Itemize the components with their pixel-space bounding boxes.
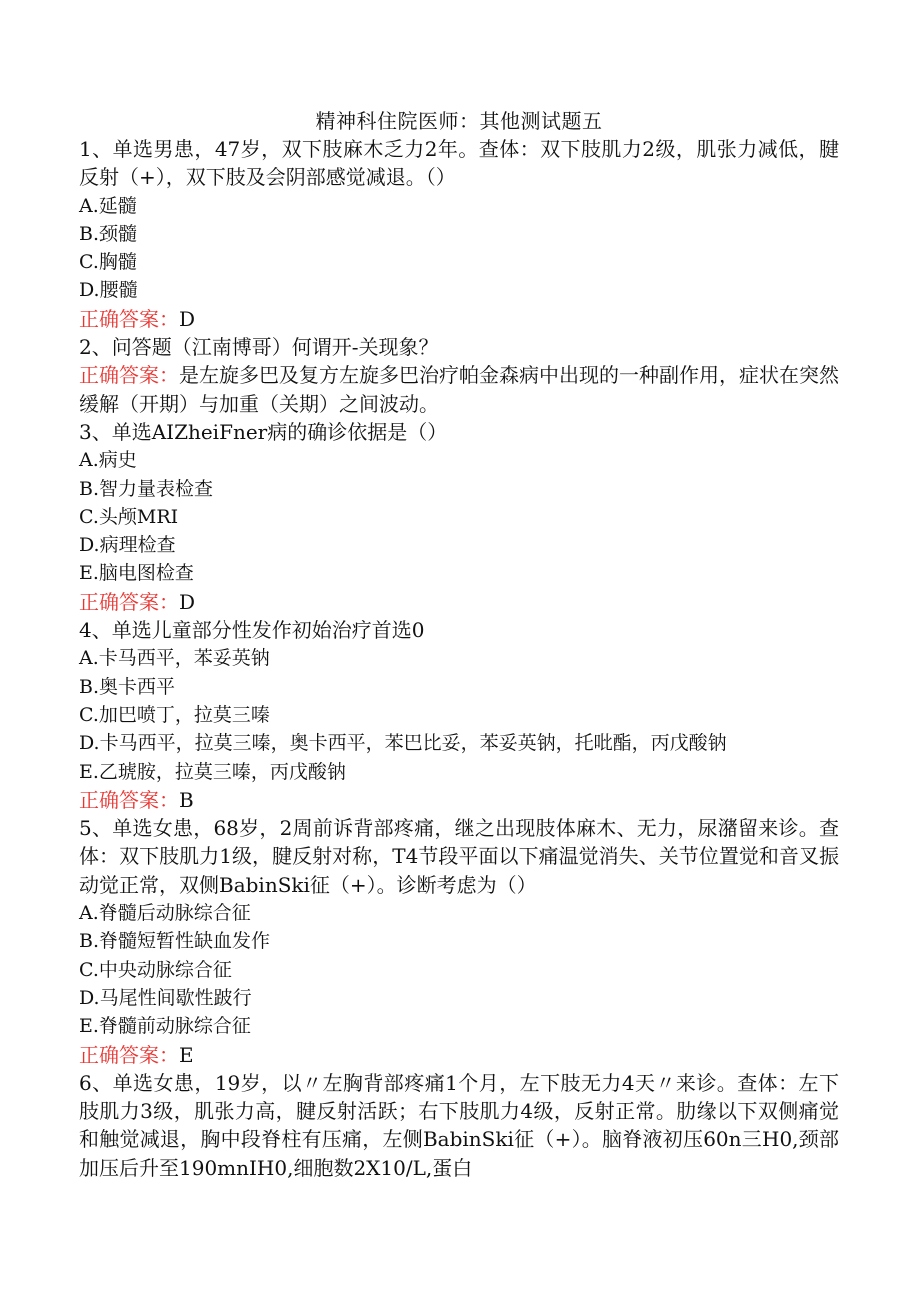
answer-value: D — [179, 589, 196, 614]
option-c: C.头颅MRI — [79, 505, 179, 528]
answer-value: E — [179, 1042, 194, 1067]
question-text: 1、单选男患，47岁，双下肢麻木乏力2年。查体：双下肢肌力2级，肌张力减低，腱反射（+），双下肢及会阴部感觉减退。（） — [79, 137, 839, 190]
answer-label: 正确答案： — [79, 1042, 179, 1067]
answer-value: D — [179, 306, 196, 331]
option-a: A.脊髓后动脉综合征 — [79, 902, 251, 925]
option-c: C.胸髓 — [79, 251, 137, 274]
answer-line — [79, 786, 839, 814]
answer-line — [79, 361, 839, 418]
option-e: E.脑电图检查 — [79, 562, 194, 585]
question-6 — [79, 1069, 839, 1182]
option-a: A.延髓 — [79, 194, 137, 217]
answer-label: 正确答案： — [79, 306, 179, 331]
option-b: B.颈髓 — [79, 222, 138, 245]
option-e: E.乙琥胺，拉莫三嗪，丙戊酸钠 — [79, 760, 346, 783]
option-a: A.病史 — [79, 449, 137, 472]
option-d: D.卡马西平，拉莫三嗪，奥卡西平，苯巴比妥，苯妥英钠，托吡酯，丙戊酸钠 — [79, 732, 727, 755]
option-c: C.中央动脉综合征 — [79, 958, 232, 981]
question-5 — [79, 814, 839, 1069]
answer-label: 正确答案： — [79, 363, 179, 388]
option-e: E.脊髓前动脉综合征 — [79, 1015, 251, 1038]
question-4 — [79, 616, 839, 814]
question-text: 2、问答题（江南博哥）何谓开-关现象？ — [79, 335, 439, 360]
question-text: 4、单选儿童部分性发作初始治疗首选0 — [79, 618, 425, 643]
option-a: A.卡马西平，苯妥英钠 — [79, 647, 270, 670]
option-b: B.奥卡西平 — [79, 675, 176, 698]
option-d: D.病理检查 — [79, 534, 176, 557]
option-c: C.加巴喷丁，拉莫三嗪 — [79, 703, 270, 726]
question-text: 6、单选女患，19岁，以〃左胸背部疼痛1个月，左下肢无力4天〃来诊。查体：左下肢肌力3级，肌张力高，腱反射活跃；右下肢肌力4级，反射正常。肋缘以下双侧痛觉和触觉减退，胸中段脊柱有压痛，左侧BabinSki征（+）。脑脊液初压60n三H0,颈部加压后升至190mnIH0,细胞数2X10/L,蛋白 — [79, 1070, 839, 1180]
page-title: 精神科住院医师：其他测试题五 — [315, 109, 603, 133]
question-3 — [79, 418, 839, 616]
answer-line — [79, 1041, 839, 1069]
option-d: D.腰髓 — [79, 279, 138, 302]
answer-value: 是左旋多巴及复方左旋多巴治疗帕金森病中出现的一种副作用，症状在突然缓解（开期）与加重（关期）之间波动。 — [79, 363, 839, 416]
answer-line — [79, 305, 839, 333]
question-2 — [79, 333, 839, 418]
answer-label: 正确答案： — [79, 787, 179, 812]
question-text: 3、单选AIZheiFner病的确诊依据是（） — [79, 419, 448, 444]
question-1 — [79, 135, 839, 333]
option-d: D.马尾性间歇性跛行 — [79, 986, 252, 1009]
answer-label: 正确答案： — [79, 589, 179, 614]
question-text: 5、单选女患，68岁，2周前诉背部疼痛，继之出现肢体麻木、无力，尿潴留来诊。查体：双下肢肌力1级，腱反射对称，T4节段平面以下痛温觉消失、关节位置觉和音叉振动觉正常，双侧BabinSki征（+）。诊断考虑为（） — [79, 816, 839, 897]
document-page — [79, 107, 839, 1182]
option-b: B.智力量表检查 — [79, 477, 214, 500]
option-b: B.脊髓短暂性缺血发作 — [79, 930, 271, 953]
answer-line — [79, 588, 839, 616]
answer-value: B — [179, 787, 194, 812]
